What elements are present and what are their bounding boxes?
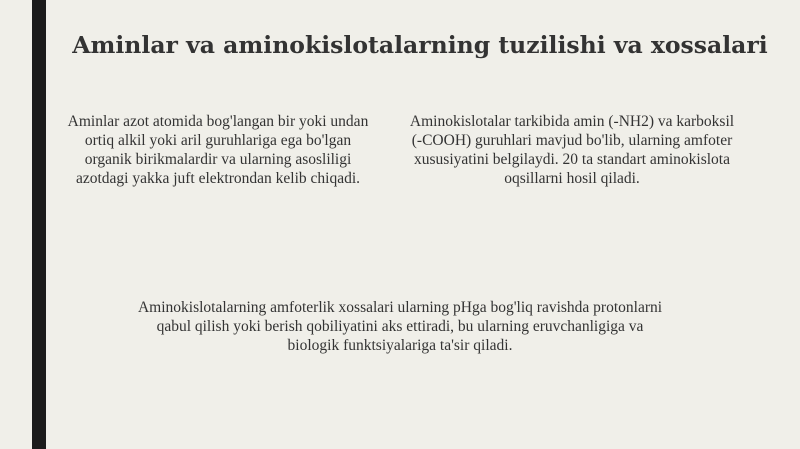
- left-paragraph: Aminlar azot atomida bog'langan bir yoki undan ortiq alkil yoki aril guruhlariga ega bo'lgan organik birikmalardir va ularning asosliligi azotdagi yakka juft elektrondan kelib chiqadi.: [67, 113, 369, 187]
- accent-bar: [32, 0, 46, 449]
- slide-title: Aminlar va aminokislotalarning tuzilishi va xossalari: [72, 31, 768, 59]
- right-paragraph: Aminokislotalar tarkibida amin (-NH2) va karboksil (-COOH) guruhlari mavjud bo'lib, ularning amfoter xususiyatini belgilaydi. 20 ta standart aminokislota oqsillarni hosil qiladi.: [409, 113, 735, 187]
- bottom-paragraph: Aminokislotalarning amfoterlik xossalari ularning pHga bog'liq ravishda protonlarni qabul qilish yoki berish qobiliyatini aks ettiradi, bu ularning eruvchanligiga va biologik funktsiyalariga ta'sir qiladi.: [137, 299, 663, 354]
